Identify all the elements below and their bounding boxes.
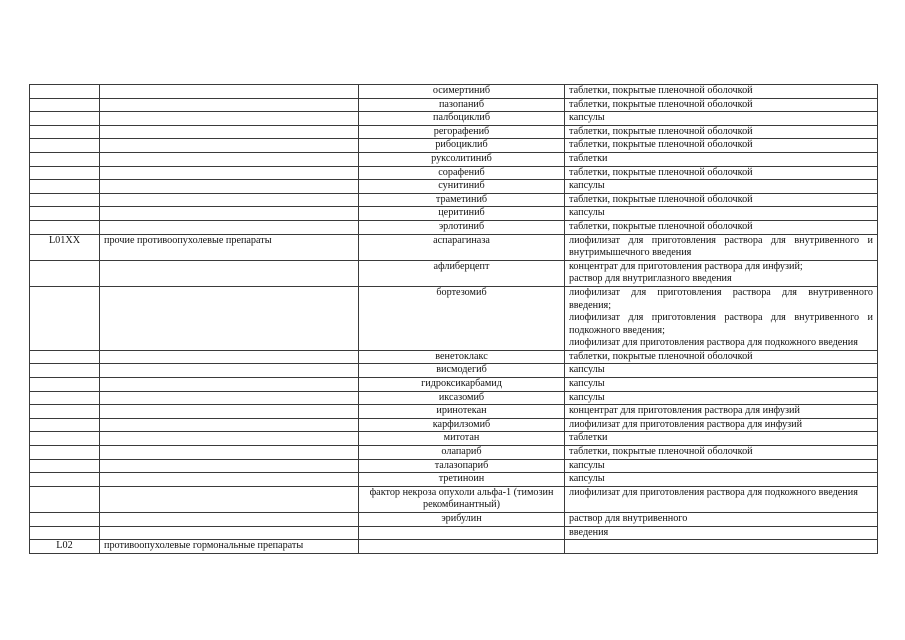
atc-code-cell	[30, 513, 100, 527]
atc-code-cell	[30, 364, 100, 378]
drug-name-cell: митотан	[359, 432, 565, 446]
dosage-form-cell	[565, 98, 878, 112]
table-row	[30, 139, 878, 153]
drug-table	[29, 84, 878, 554]
dosage-form-text: лиофилизат для приготовления раствора для подкожного введения	[569, 337, 858, 349]
group-name-cell	[100, 378, 359, 392]
table-row	[30, 220, 878, 234]
dosage-form-text: таблетки, покрытые пленочной оболочкой	[569, 350, 753, 362]
table-row	[30, 350, 878, 364]
table-row	[30, 180, 878, 194]
dosage-form-text: таблетки, покрытые пленочной оболочкой	[569, 125, 753, 137]
drug-name-cell: талазопариб	[359, 459, 565, 473]
dosage-form-text: лиофилизат для приготовления раствора для инфузий	[569, 418, 803, 430]
dosage-form-cell	[565, 378, 878, 392]
atc-code-cell: L02	[30, 540, 100, 554]
dosage-form-text: таблетки, покрытые пленочной оболочкой	[569, 193, 753, 205]
drug-name-cell: бортезомиб	[359, 286, 565, 350]
group-name-cell	[100, 166, 359, 180]
group-name-cell	[100, 152, 359, 166]
drug-table-body	[30, 85, 878, 554]
dosage-form-cell	[565, 220, 878, 234]
dosage-form-text: таблетки, покрытые пленочной оболочкой	[569, 139, 753, 151]
drug-name-cell: висмодегиб	[359, 364, 565, 378]
atc-code-cell	[30, 391, 100, 405]
table-row	[30, 540, 878, 554]
dosage-form-text: капсулы	[569, 207, 605, 219]
dosage-form-cell	[565, 405, 878, 419]
group-name-cell	[100, 85, 359, 99]
atc-code-cell	[30, 220, 100, 234]
drug-name-cell: иксазомиб	[359, 391, 565, 405]
table-row	[30, 405, 878, 419]
atc-code-cell	[30, 432, 100, 446]
group-name-cell: противоопухолевые гормональные препараты	[100, 540, 359, 554]
atc-code-cell	[30, 193, 100, 207]
group-name-cell: прочие противоопухолевые препараты	[100, 234, 359, 260]
dosage-form-text: таблетки	[569, 152, 608, 164]
drug-name-cell: траметиниб	[359, 193, 565, 207]
atc-code-cell	[30, 526, 100, 540]
drug-name-cell: регорафениб	[359, 125, 565, 139]
dosage-form-text: концентрат для приготовления раствора для инфузий;	[569, 260, 803, 272]
atc-code-cell	[30, 125, 100, 139]
table-row	[30, 378, 878, 392]
drug-name-cell: олапариб	[359, 446, 565, 460]
table-row	[30, 459, 878, 473]
atc-code-cell	[30, 139, 100, 153]
atc-code-cell: L01XX	[30, 234, 100, 260]
dosage-form-cell	[565, 180, 878, 194]
drug-name-cell: руксолитиниб	[359, 152, 565, 166]
atc-code-cell	[30, 98, 100, 112]
dosage-form-cell	[565, 526, 878, 540]
atc-code-cell	[30, 486, 100, 512]
dosage-form-text: таблетки	[569, 432, 608, 444]
dosage-form-cell	[565, 234, 878, 260]
group-name-cell	[100, 286, 359, 350]
dosage-form-cell	[565, 446, 878, 460]
dosage-form-cell	[565, 418, 878, 432]
group-name-cell	[100, 459, 359, 473]
group-name-cell	[100, 260, 359, 286]
atc-code-cell	[30, 418, 100, 432]
drug-name-cell: эрлотиниб	[359, 220, 565, 234]
dosage-form-text: лиофилизат для приготовления раствора для внутривенного введения;	[569, 286, 873, 311]
dosage-form-text: таблетки, покрытые пленочной оболочкой	[569, 85, 753, 96]
dosage-form-text: таблетки, покрытые пленочной оболочкой	[569, 446, 753, 458]
table-row	[30, 391, 878, 405]
drug-name-cell: венетоклакс	[359, 350, 565, 364]
group-name-cell	[100, 446, 359, 460]
table-row	[30, 166, 878, 180]
atc-code-cell	[30, 112, 100, 126]
group-name-cell	[100, 526, 359, 540]
drug-name-cell: афлиберцепт	[359, 260, 565, 286]
atc-code-cell	[30, 473, 100, 487]
drug-name-cell: осимертиниб	[359, 85, 565, 99]
dosage-form-text: капсулы	[569, 473, 605, 485]
dosage-form-text: таблетки, покрытые пленочной оболочкой	[569, 166, 753, 178]
dosage-form-text: капсулы	[569, 112, 605, 124]
table-row	[30, 98, 878, 112]
dosage-form-text: раствор для внутривенного	[569, 513, 688, 524]
dosage-form-text: капсулы	[569, 180, 605, 192]
atc-code-cell	[30, 378, 100, 392]
group-name-cell	[100, 350, 359, 364]
dosage-form-cell	[565, 85, 878, 99]
dosage-form-text: капсулы	[569, 391, 605, 403]
group-name-cell	[100, 364, 359, 378]
dosage-form-text: таблетки, покрытые пленочной оболочкой	[569, 220, 753, 232]
table-row	[30, 286, 878, 350]
dosage-form-text: таблетки, покрытые пленочной оболочкой	[569, 98, 753, 110]
dosage-form-cell	[565, 139, 878, 153]
atc-code-cell	[30, 446, 100, 460]
table-row	[30, 112, 878, 126]
dosage-form-text: капсулы	[569, 459, 605, 471]
dosage-form-cell	[565, 473, 878, 487]
table-row	[30, 513, 878, 527]
group-name-cell	[100, 193, 359, 207]
dosage-form-cell	[565, 513, 878, 527]
drug-name-cell: аспарагиназа	[359, 234, 565, 260]
drug-name-cell: третиноин	[359, 473, 565, 487]
dosage-form-cell	[565, 486, 878, 512]
group-name-cell	[100, 486, 359, 512]
group-name-cell	[100, 125, 359, 139]
dosage-form-cell	[565, 459, 878, 473]
drug-name-cell: сорафениб	[359, 166, 565, 180]
group-name-cell	[100, 432, 359, 446]
table-row	[30, 193, 878, 207]
dosage-form-cell	[565, 260, 878, 286]
group-name-cell	[100, 207, 359, 221]
group-name-cell	[100, 418, 359, 432]
dosage-form-cell	[565, 540, 878, 554]
table-row	[30, 432, 878, 446]
dosage-form-text: раствор для внутриглазного введения	[569, 273, 732, 285]
dosage-form-text: введения	[569, 526, 609, 538]
drug-name-cell: церитиниб	[359, 207, 565, 221]
atc-code-cell	[30, 405, 100, 419]
dosage-form-cell	[565, 152, 878, 166]
dosage-form-cell	[565, 112, 878, 126]
dosage-form-cell	[565, 391, 878, 405]
table-row	[30, 85, 878, 99]
table-row	[30, 364, 878, 378]
dosage-form-cell	[565, 125, 878, 139]
atc-code-cell	[30, 350, 100, 364]
dosage-form-cell	[565, 286, 878, 350]
drug-name-cell: эрибулин	[359, 513, 565, 527]
table-row	[30, 418, 878, 432]
dosage-form-text: лиофилизат для приготовления раствора для подкожного введения	[569, 486, 858, 498]
drug-name-cell: пазопаниб	[359, 98, 565, 112]
group-name-cell	[100, 112, 359, 126]
dosage-form-text: лиофилизат для приготовления раствора для внутривенного и подкожного введения;	[569, 312, 873, 336]
atc-code-cell	[30, 180, 100, 194]
atc-code-cell	[30, 166, 100, 180]
drug-name-cell: гидроксикарбамид	[359, 378, 565, 392]
dosage-form-cell	[565, 350, 878, 364]
dosage-form-text: концентрат для приготовления раствора для инфузий	[569, 405, 800, 417]
atc-code-cell	[30, 459, 100, 473]
table-row	[30, 234, 878, 260]
drug-name-cell: палбоциклиб	[359, 112, 565, 126]
table-row	[30, 152, 878, 166]
group-name-cell	[100, 473, 359, 487]
drug-name-cell: сунитиниб	[359, 180, 565, 194]
table-row	[30, 526, 878, 540]
group-name-cell	[100, 405, 359, 419]
table-row	[30, 125, 878, 139]
atc-code-cell	[30, 152, 100, 166]
group-name-cell	[100, 139, 359, 153]
group-name-cell	[100, 391, 359, 405]
drug-name-cell: рибоциклиб	[359, 139, 565, 153]
dosage-form-cell	[565, 432, 878, 446]
group-name-cell	[100, 180, 359, 194]
drug-name-cell	[359, 526, 565, 540]
atc-code-cell	[30, 260, 100, 286]
dosage-form-text: капсулы	[569, 378, 605, 390]
table-row	[30, 207, 878, 221]
group-name-cell	[100, 98, 359, 112]
table-row	[30, 486, 878, 512]
atc-code-cell	[30, 85, 100, 99]
dosage-form-cell	[565, 193, 878, 207]
drug-name-cell: карфилзомиб	[359, 418, 565, 432]
dosage-form-text: лиофилизат для приготовления раствора для внутривенного и внутримышечного введения	[569, 234, 873, 259]
drug-name-cell	[359, 540, 565, 554]
dosage-form-text: капсулы	[569, 364, 605, 376]
drug-name-cell: иринотекан	[359, 405, 565, 419]
atc-code-cell	[30, 286, 100, 350]
group-name-cell	[100, 513, 359, 527]
table-row	[30, 260, 878, 286]
dosage-form-cell	[565, 166, 878, 180]
table-row	[30, 473, 878, 487]
atc-code-cell	[30, 207, 100, 221]
table-row	[30, 446, 878, 460]
dosage-form-cell	[565, 207, 878, 221]
dosage-form-cell	[565, 364, 878, 378]
drug-name-cell: фактор некроза опухоли альфа-1 (тимозин рекомбинантный)	[359, 486, 565, 512]
group-name-cell	[100, 220, 359, 234]
